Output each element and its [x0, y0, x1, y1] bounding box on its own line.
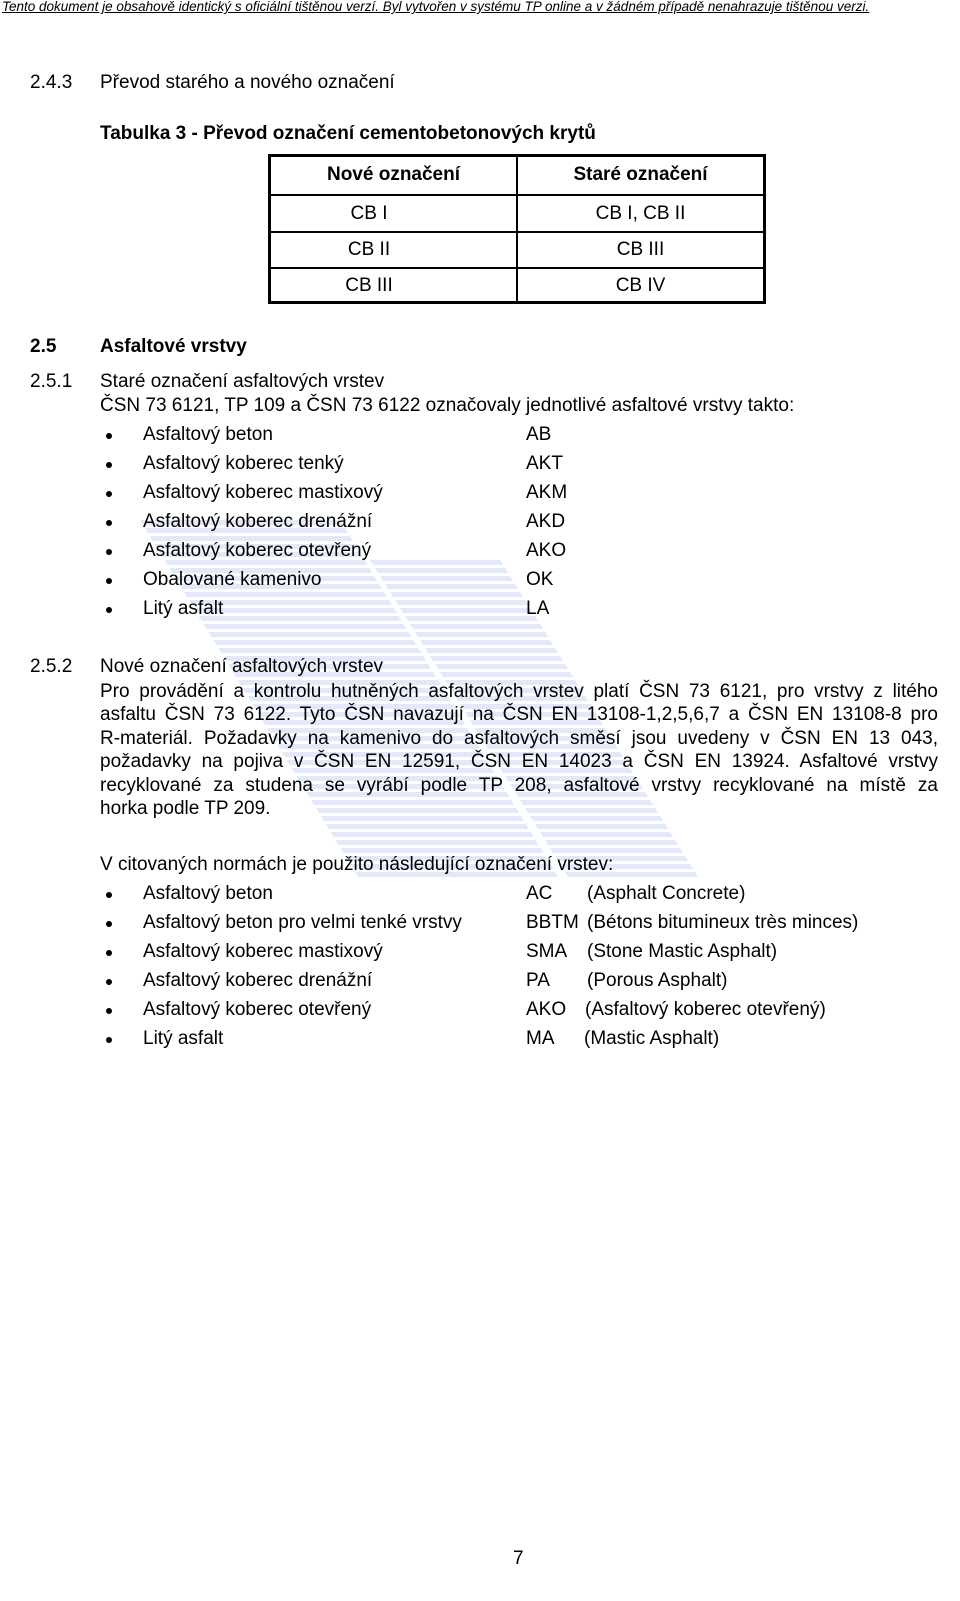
- bullet-icon: [106, 950, 112, 956]
- bullet-icon: [106, 1037, 112, 1043]
- list-item-name: Asfaltový koberec otevřený: [143, 999, 372, 1020]
- paragraph-line: požadavky na pojiva v ČSN EN 12591, ČSN EN 14023 a ČSN EN 13924. Asfaltové vrstvy: [100, 751, 938, 773]
- section-intro-252: V citovaných normách je použito následující označení vrstev:: [100, 854, 614, 875]
- bullet-icon: [106, 520, 112, 526]
- list-item-name: Asfaltový koberec otevřený: [143, 540, 372, 561]
- list-item-code: BBTM: [526, 912, 579, 933]
- section-title-25: Asfaltové vrstvy: [100, 336, 247, 357]
- section-paragraph-252: [100, 680, 938, 820]
- bullet-icon: [106, 433, 112, 439]
- section-title-251: Staré označení asfaltových vrstev: [100, 371, 385, 392]
- bullet-icon: [106, 1008, 112, 1014]
- list-item-name: Litý asfalt: [143, 1028, 224, 1049]
- list-item-name: Asfaltový beton pro velmi tenké vrstvy: [143, 912, 462, 933]
- list-item-code: LA: [526, 598, 550, 619]
- table-divider: [271, 231, 763, 233]
- bullet-icon: [106, 607, 112, 613]
- paragraph-line: asfaltu ČSN 73 6122. Tyto ČSN navazují na ČSN EN 13108-1,2,5,6,7 a ČSN EN 13108-8 pro: [100, 704, 938, 726]
- list-item-name: Asfaltový koberec mastixový: [143, 941, 383, 962]
- section-number-252: 2.5.2: [30, 656, 73, 677]
- paragraph-line: recyklované za studena se vyrábí podle TP 208, asfaltové vrstvy recyklované na místě za: [100, 774, 938, 796]
- table-cell-old: CB III: [616, 239, 665, 260]
- section-number-243: 2.4.3: [30, 72, 73, 93]
- list-item-code: AKM: [526, 482, 568, 503]
- list-item-full: (Stone Mastic Asphalt): [587, 941, 778, 962]
- list-item-code: AKD: [526, 511, 566, 532]
- list-item-code: AC: [526, 883, 553, 904]
- table-header-old: Staré označení: [573, 164, 708, 185]
- section-number-251: 2.5.1: [30, 371, 73, 392]
- list-item-code: OK: [526, 569, 554, 590]
- list-item-full: (Bétons bitumineux très minces): [587, 912, 859, 933]
- conversion-table: [268, 154, 766, 304]
- list-item-full: (Asphalt Concrete): [587, 883, 746, 904]
- bullet-icon: [106, 892, 112, 898]
- bullet-icon: [106, 549, 112, 555]
- paragraph-line: R-materiál. Požadavky na kamenivo do asfaltových směsí jsou uvedeny v ČSN EN 13 043,: [100, 727, 938, 749]
- list-item-full: (Asfaltový koberec otevřený): [585, 999, 826, 1020]
- section-title-252: Nové označení asfaltových vrstev: [100, 656, 384, 677]
- list-item-code: AB: [526, 424, 552, 445]
- table-divider: [271, 267, 763, 269]
- bullet-icon: [106, 491, 112, 497]
- section-intro-251: ČSN 73 6121, TP 109 a ČSN 73 6122 označovaly jednotlivé asfaltové vrstvy takto:: [100, 395, 795, 416]
- list-item-code: AKO: [526, 540, 567, 561]
- table-header-new: Nové označení: [326, 164, 461, 185]
- list-item-code: PA: [526, 970, 550, 991]
- list-item-code: SMA: [526, 941, 568, 962]
- table-cell-old: CB IV: [615, 275, 666, 296]
- list-item-full: (Porous Asphalt): [587, 970, 728, 991]
- list-item-code: MA: [526, 1028, 555, 1049]
- bullet-icon: [106, 578, 112, 584]
- list-item-name: Obalované kamenivo: [143, 569, 322, 590]
- table-divider: [271, 194, 763, 196]
- bullet-icon: [106, 979, 112, 985]
- list-item-name: Asfaltový beton: [143, 883, 273, 904]
- table-cell-old: CB I, CB II: [595, 203, 686, 224]
- page-number: 7: [513, 1548, 524, 1569]
- list-item-name: Asfaltový koberec tenký: [143, 453, 344, 474]
- list-item-full: (Mastic Asphalt): [584, 1028, 720, 1049]
- paragraph-line: Pro provádění a kontrolu hutněných asfaltových vrstev platí ČSN 73 6121, pro vrstvy z litého: [100, 681, 938, 702]
- list-item-name: Asfaltový koberec drenážní: [143, 511, 373, 532]
- list-item-name: Litý asfalt: [143, 598, 224, 619]
- disclaimer-banner: Tento dokument je obsahově identický s oficiální tištěnou verzí. Byl vytvořen v systému TP online a v žádném případě nenahrazuje tištěnou verzi.: [2, 0, 870, 14]
- table-cell-new: CB III: [345, 275, 393, 296]
- list-item-code: AKO: [526, 999, 567, 1020]
- table-cell-new: CB II: [347, 239, 391, 260]
- list-item-name: Asfaltový beton: [143, 424, 273, 445]
- list-item-code: AKT: [526, 453, 563, 474]
- section-title-243: Převod starého a nového označení: [100, 72, 395, 93]
- paragraph-line: horka podle TP 209.: [100, 798, 271, 820]
- bullet-icon: [106, 462, 112, 468]
- list-item-name: Asfaltový koberec drenážní: [143, 970, 373, 991]
- table-caption: Tabulka 3 - Převod označení cementobetonových krytů: [100, 123, 596, 144]
- table-cell-new: CB I: [350, 203, 388, 224]
- bullet-icon: [106, 921, 112, 927]
- list-item-name: Asfaltový koberec mastixový: [143, 482, 383, 503]
- section-number-25: 2.5: [30, 336, 57, 357]
